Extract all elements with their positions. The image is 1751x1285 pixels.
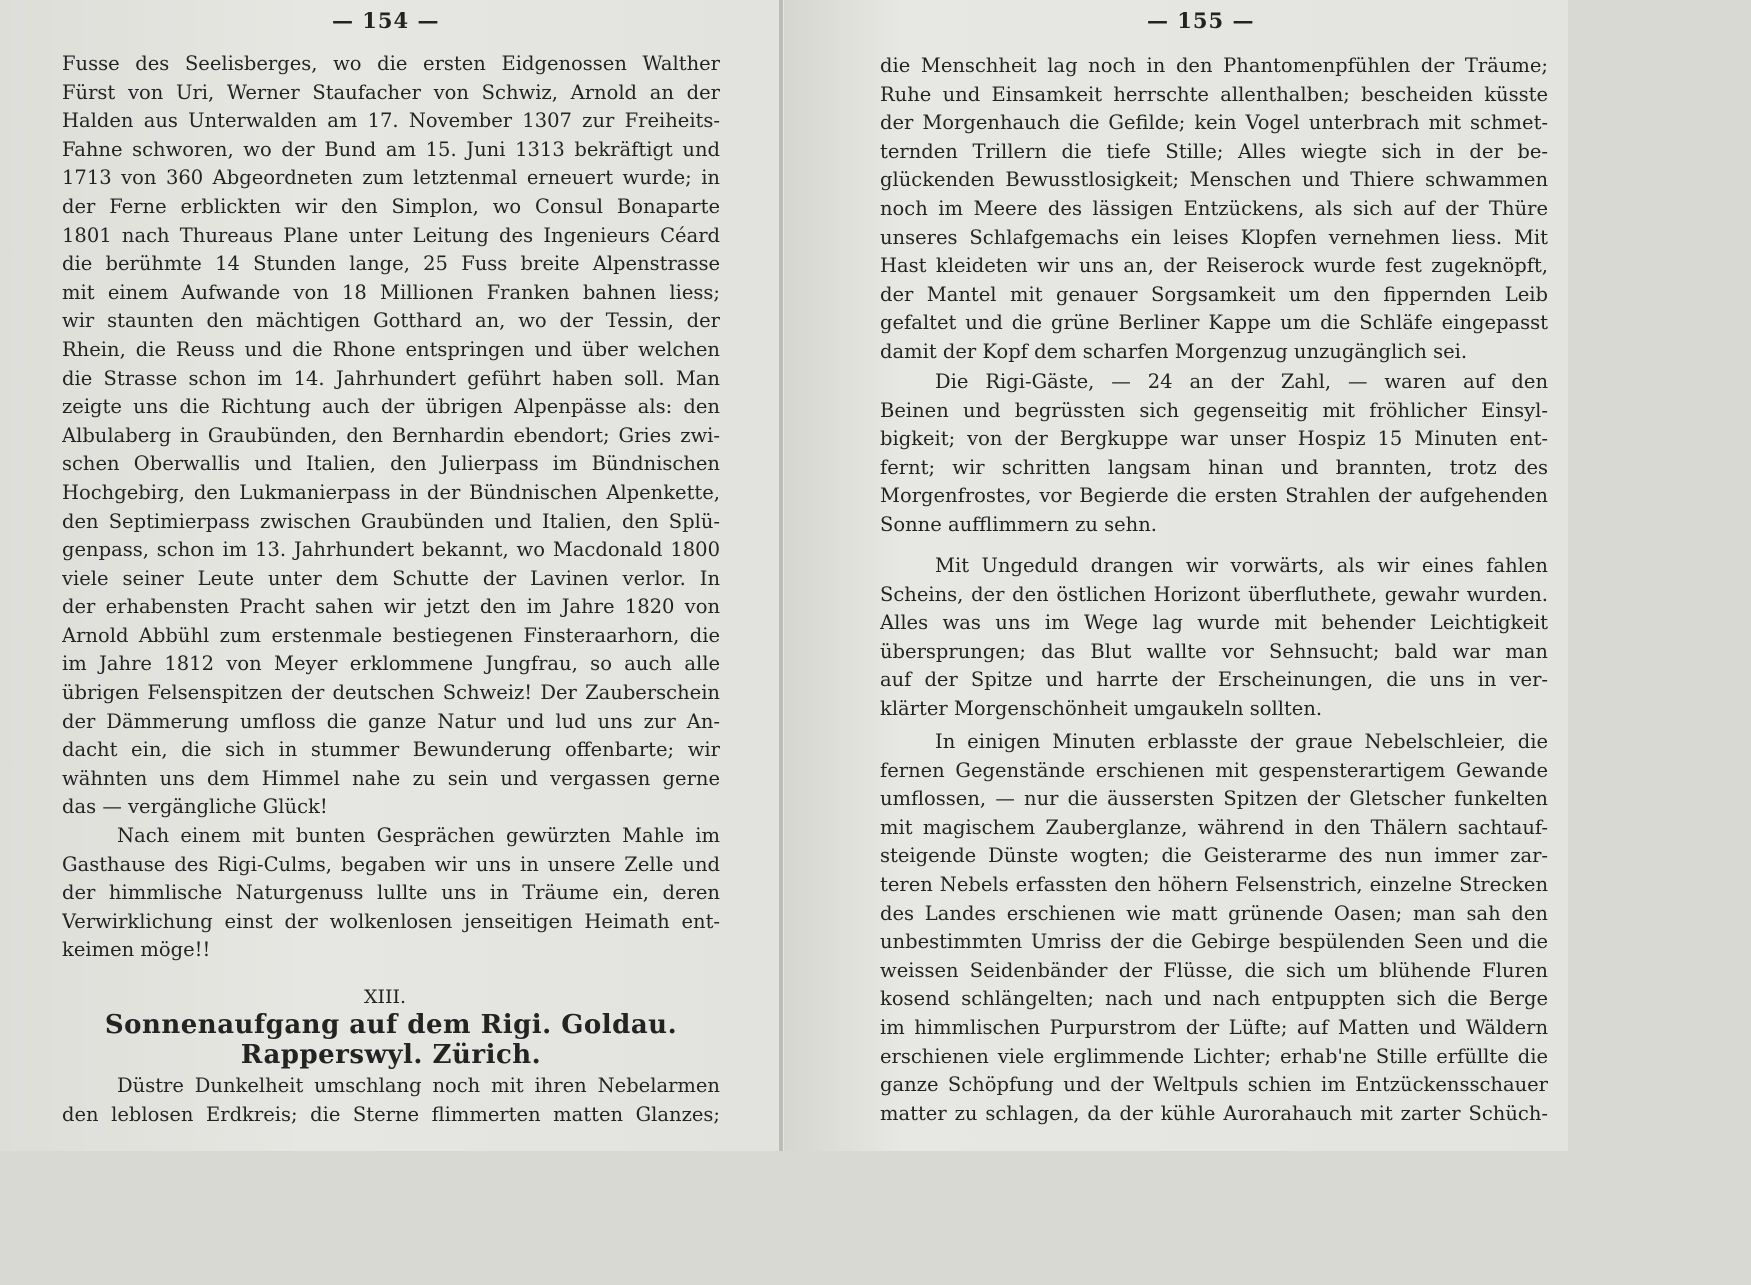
- text-line: weissen Seidenbänder der Flüsse, die sich um blühende Fluren: [880, 958, 1548, 982]
- text-line: Die Rigi-Gäste, — 24 an der Zahl, — waren auf den: [935, 370, 1548, 393]
- text-line: das — vergängliche Glück!: [62, 795, 328, 819]
- left-paragraph-3: [62, 1072, 720, 1129]
- text-line: Hochgebirg, den Lukmanierpass in der Bündnischen Alpenkette,: [62, 480, 720, 504]
- text-line: unbestimmten Umriss der die Gebirge bespülenden Seen und die: [880, 930, 1548, 954]
- text-line: klärter Morgenschönheit umgaukeln sollten.: [880, 696, 1323, 720]
- section-title-line-2: Rapperswyl. Zürich.: [240, 1040, 542, 1070]
- text-line: Ruhe und Einsamkeit herrschte allenthalben; bescheiden küsste: [880, 82, 1548, 106]
- text-line: der Ferne erblickten wir den Simplon, wo Consul Bonaparte: [62, 194, 720, 218]
- right-page: [784, 0, 1568, 1151]
- left-page: [0, 0, 782, 1151]
- text-line: ternden Trillern die tiefe Stille; Alles wiegte sich in der be-: [880, 139, 1548, 163]
- text-line: unseres Schlafgemachs ein leises Klopfen vernehmen liess. Mit: [880, 225, 1548, 249]
- text-line: Fahne schworen, wo der Bund am 15. Juni 1313 bekräftigt und: [62, 137, 720, 161]
- text-line: Nach einem mit bunten Gesprächen gewürzten Mahle im: [117, 824, 720, 847]
- text-line: gefaltet und die grüne Berliner Kappe um die Schläfe eingepasst: [880, 311, 1548, 335]
- text-line: Arnold Abbühl zum erstenmale bestiegenen Finsteraarhorn, die: [62, 623, 720, 647]
- text-line: keimen möge!!: [62, 938, 211, 962]
- text-line: bigkeit; von der Bergkuppe war unser Hospiz 15 Minuten ent-: [880, 427, 1548, 451]
- text-line: Mit Ungeduld drangen wir vorwärts, als wir eines fahlen: [935, 554, 1548, 577]
- page-number: — 155 —: [1147, 8, 1255, 33]
- text-line: der erhabensten Pracht sahen wir jetzt den im Jahre 1820 von: [62, 595, 720, 619]
- text-line: übersprungen; das Blut wallte vor Sehnsucht; bald war man: [880, 639, 1548, 663]
- text-line: der himmlische Naturgenuss lullte uns in Träume ein, deren: [62, 881, 720, 905]
- text-line: Halden aus Unterwalden am 17. November 1307 zur Freiheits-: [62, 109, 720, 133]
- text-line: 1713 von 360 Abgeordneten zum letztenmal erneuert wurde; in: [62, 166, 720, 190]
- text-line: Beinen und begrüssten sich gegenseitig mit fröhlicher Einsyl-: [880, 398, 1548, 422]
- text-line: Morgenfrostes, vor Begierde die ersten Strahlen der aufgehenden: [880, 484, 1548, 508]
- text-line: den leblosen Erdkreis; die Sterne flimmerten matten Glanzes;: [62, 1102, 720, 1126]
- text-line: Fürst von Uri, Werner Staufacher von Schwiz, Arnold an der: [62, 80, 720, 104]
- text-line: im Jahre 1812 von Meyer erklommene Jungfrau, so auch alle: [62, 652, 720, 676]
- text-line: im himmlischen Purpurstrom der Lüfte; auf Matten und Wäldern: [880, 1015, 1548, 1039]
- text-line: 1801 nach Thureaus Plane unter Leitung des Ingenieurs Céard: [62, 223, 720, 247]
- text-line: fernt; wir schritten langsam hinan und brannten, trotz des: [880, 455, 1548, 479]
- right-paragraph-1: [880, 52, 1548, 367]
- text-line: Scheins, der den östlichen Horizont überfluthete, gewahr wurden.: [880, 582, 1548, 606]
- text-line: damit der Kopf dem scharfen Morgenzug unzugänglich sei.: [880, 339, 1468, 363]
- text-line: kosend schlängelten; nach und nach entpuppten sich die Berge: [880, 987, 1548, 1011]
- text-line: genpass, schon im 13. Jahrhundert bekannt, wo Macdonald 1800: [62, 538, 720, 562]
- text-line: Rhein, die Reuss und die Rhone entspringen und über welchen: [62, 337, 720, 361]
- text-line: In einigen Minuten erblasste der graue Nebelschleier, die: [935, 730, 1548, 753]
- text-line: des Landes erschienen wie matt grünende Oasen; man sah den: [880, 901, 1548, 925]
- text-line: Verwirklichung einst der wolkenlosen jenseitigen Heimath ent-: [62, 909, 720, 933]
- text-line: die Menschheit lag noch in den Phantomenpfühlen der Träume;: [880, 54, 1548, 77]
- text-line: schen Oberwallis und Italien, den Julierpass im Bündnischen: [62, 452, 720, 476]
- text-line: Sonne aufflimmern zu sehn.: [880, 512, 1157, 536]
- text-line: noch im Meere des lässigen Entzückens, als sich auf der Thüre: [880, 196, 1548, 220]
- text-line: die Strasse schon im 14. Jahrhundert geführt haben soll. Man: [62, 366, 720, 390]
- text-line: glückenden Bewusstlosigkeit; Menschen und Thiere schwammen: [880, 168, 1548, 192]
- text-line: mit magischem Zauberglanze, während in den Thälern sachtauf-: [880, 815, 1548, 839]
- left-paragraph-2: [62, 822, 720, 965]
- text-line: Düstre Dunkelheit umschlang noch mit ihren Nebelarmen: [117, 1074, 720, 1097]
- text-line: die berühmte 14 Stunden lange, 25 Fuss breite Alpenstrasse: [62, 252, 720, 276]
- text-line: zeigte uns die Richtung auch der übrigen Alpenpässe als: den: [62, 395, 720, 419]
- text-line: Alles was uns im Wege lag wurde mit behender Leichtigkeit: [880, 611, 1548, 635]
- page-number: — 154 —: [332, 8, 440, 33]
- text-line: Albulaberg in Graubünden, den Bernhardin ebendort; Gries zwi-: [62, 423, 720, 447]
- text-line: der Morgenhauch die Gefilde; kein Vogel unterbrach mit schmet-: [880, 111, 1548, 135]
- section-title-line-1: Sonnenaufgang auf dem Rigi. Goldau.: [104, 1010, 678, 1040]
- text-line: teren Nebels erfassten den höhern Felsenstrich, einzelne Strecken: [880, 872, 1548, 896]
- text-line: der Dämmerung umfloss die ganze Natur und lud uns zur An-: [62, 709, 720, 733]
- text-line: ganze Schöpfung und der Weltpuls schien im Entzückensschauer: [880, 1073, 1548, 1097]
- text-line: wir staunten den mächtigen Gotthard an, wo der Tessin, der: [62, 309, 720, 333]
- text-line: Fusse des Seelisberges, wo die ersten Eidgenossen Walther: [62, 52, 720, 75]
- text-line: fernen Gegenstände erschienen mit gespensterartigem Gewande: [880, 758, 1548, 782]
- text-line: mit einem Aufwande von 18 Millionen Franken bahnen liess;: [62, 280, 720, 304]
- text-line: den Septimierpass zwischen Graubünden und Italien, den Splü-: [62, 509, 720, 533]
- text-line: viele seiner Leute unter dem Schutte der Lavinen verlor. In: [62, 566, 720, 590]
- text-line: der Mantel mit genauer Sorgsamkeit um den fippernden Leib: [880, 282, 1548, 306]
- text-line: auf der Spitze und harrte der Erscheinungen, die uns in ver-: [880, 668, 1548, 692]
- right-paragraph-4: [880, 728, 1548, 1128]
- text-line: umflossen, — nur die äussersten Spitzen der Gletscher funkelten: [880, 787, 1548, 811]
- text-line: Gasthause des Rigi-Culms, begaben wir uns in unsere Zelle und: [62, 852, 720, 876]
- section-number: XIII.: [364, 986, 407, 1008]
- book-gutter: [779, 0, 783, 1151]
- right-paragraph-2: [880, 368, 1548, 540]
- left-paragraph-1: [62, 50, 720, 822]
- text-line: Hast kleideten wir uns an, der Reiserock wurde fest zugeknöpft,: [880, 254, 1548, 278]
- text-line: matter zu schlagen, da der kühle Aurorahauch mit zarter Schüch-: [880, 1101, 1548, 1125]
- text-line: dacht ein, die sich in stummer Bewunderung offenbarte; wir: [62, 738, 720, 762]
- text-line: steigende Dünste wogten; die Geisterarme des nun immer zar-: [880, 844, 1548, 868]
- right-paragraph-3: [880, 552, 1548, 724]
- text-line: erschienen viele erglimmende Lichter; erhab'ne Stille erfüllte die: [880, 1044, 1548, 1068]
- text-line: wähnten uns dem Himmel nahe zu sein und vergassen gerne: [62, 766, 720, 790]
- text-line: übrigen Felsenspitzen der deutschen Schweiz! Der Zauberschein: [62, 681, 720, 705]
